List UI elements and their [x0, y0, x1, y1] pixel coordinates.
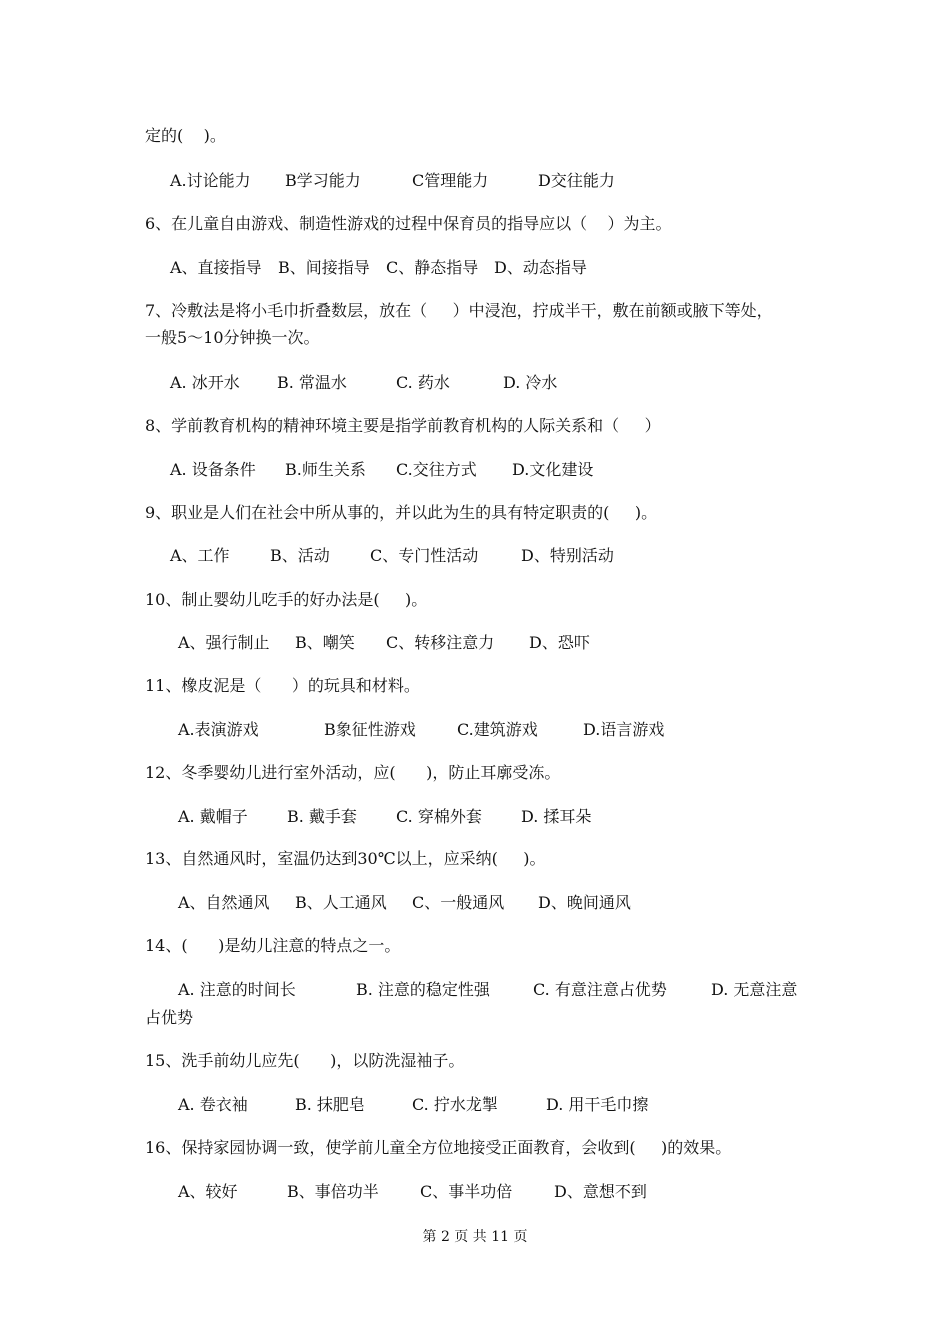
- q7-stem-line2: 一般5～10分钟换一次。: [145, 328, 320, 347]
- q14-stem: 14、( )是幼儿注意的特点之一。: [145, 936, 401, 955]
- q14-option-d-wrap: 占优势: [145, 1008, 194, 1027]
- q15-option-a: A. 卷衣袖: [178, 1095, 248, 1114]
- q16-option-c: C、事半功倍: [420, 1182, 513, 1201]
- q16-option-a: A、较好: [178, 1182, 238, 1201]
- page-footer: 第 2 页 共 11 页: [422, 1229, 528, 1245]
- q11-option-a: A.表演游戏: [178, 720, 259, 739]
- q13-option-a: A、自然通风: [178, 893, 270, 912]
- q11-option-c: C.建筑游戏: [457, 720, 538, 739]
- q5-option-a: A.讨论能力: [170, 171, 251, 190]
- q7-option-a: A. 冰开水: [170, 373, 240, 392]
- q12-option-c: C. 穿棉外套: [396, 807, 482, 826]
- q11-stem: 11、橡皮泥是（ ）的玩具和材料。: [145, 676, 420, 695]
- q10-option-a: A、强行制止: [178, 633, 270, 652]
- q6-option-d: D、动态指导: [494, 258, 587, 277]
- q13-option-c: C、一般通风: [412, 893, 505, 912]
- q13-option-d: D、晚间通风: [538, 893, 631, 912]
- q13-stem: 13、自然通风时，室温仍达到30℃以上，应采纳( )。: [145, 849, 546, 868]
- q5-option-d: D交往能力: [538, 171, 615, 190]
- q7-option-d: D. 冷水: [503, 373, 558, 392]
- q5-option-b: B学习能力: [285, 171, 361, 190]
- q12-option-d: D. 揉耳朵: [521, 807, 592, 826]
- q9-option-a: A、工作: [170, 546, 230, 565]
- q10-option-d: D、恐吓: [529, 633, 590, 652]
- q8-stem: 8、学前教育机构的精神环境主要是指学前教育机构的人际关系和（ ）: [145, 416, 661, 435]
- q9-stem: 9、职业是人们在社会中所从事的，并以此为生的具有特定职责的( )。: [145, 503, 658, 522]
- q14-option-c: C. 有意注意占优势: [533, 980, 667, 999]
- q5-stem-tail: 定的( )。: [145, 126, 226, 145]
- q11-option-d: D.语言游戏: [583, 720, 665, 739]
- q10-option-b: B、嘲笑: [295, 633, 355, 652]
- q6-option-c: C、静态指导: [386, 258, 479, 277]
- q15-option-d: D. 用干毛巾擦: [546, 1095, 649, 1114]
- q15-option-b: B. 抹肥皂: [295, 1095, 365, 1114]
- q14-option-b: B. 注意的稳定性强: [356, 980, 490, 999]
- q11-option-b: B象征性游戏: [324, 720, 416, 739]
- q9-option-d: D、特别活动: [521, 546, 614, 565]
- q15-option-c: C. 拧水龙掣: [412, 1095, 498, 1114]
- q12-option-b: B. 戴手套: [287, 807, 357, 826]
- q13-option-b: B、人工通风: [295, 893, 387, 912]
- q7-stem-line1: 7、冷敷法是将小毛巾折叠数层，放在（ ）中浸泡，拧成半干，敷在前额或腋下等处，: [145, 301, 773, 320]
- q9-option-b: B、活动: [270, 546, 330, 565]
- q16-option-b: B、事倍功半: [287, 1182, 379, 1201]
- q8-option-b: B.师生关系: [285, 460, 366, 479]
- q15-stem: 15、洗手前幼儿应先( )，以防洗湿袖子。: [145, 1051, 465, 1070]
- q16-option-d: D、意想不到: [554, 1182, 647, 1201]
- q9-option-c: C、专门性活动: [370, 546, 479, 565]
- q5-option-c: C管理能力: [412, 171, 489, 190]
- q12-stem: 12、冬季婴幼儿进行室外活动，应( )，防止耳廓受冻。: [145, 763, 561, 782]
- q7-option-c: C. 药水: [396, 373, 450, 392]
- q14-option-a: A. 注意的时间长: [178, 980, 296, 999]
- q10-stem: 10、制止婴幼儿吃手的好办法是( )。: [145, 590, 428, 609]
- q6-option-b: B、间接指导: [278, 258, 370, 277]
- q8-option-c: C.交往方式: [396, 460, 477, 479]
- q6-stem: 6、在儿童自由游戏、制造性游戏的过程中保育员的指导应以（ ）为主。: [145, 214, 672, 233]
- q14-option-d: D. 无意注意: [711, 980, 798, 999]
- q16-stem: 16、保持家园协调一致，使学前儿童全方位地接受正面教育，会收到( )的效果。: [145, 1138, 732, 1157]
- q7-option-b: B. 常温水: [277, 373, 347, 392]
- q8-option-a: A. 设备条件: [170, 460, 256, 479]
- q8-option-d: D.文化建设: [512, 460, 594, 479]
- q6-option-a: A、直接指导: [170, 258, 262, 277]
- q12-option-a: A. 戴帽子: [178, 807, 248, 826]
- q10-option-c: C、转移注意力: [386, 633, 495, 652]
